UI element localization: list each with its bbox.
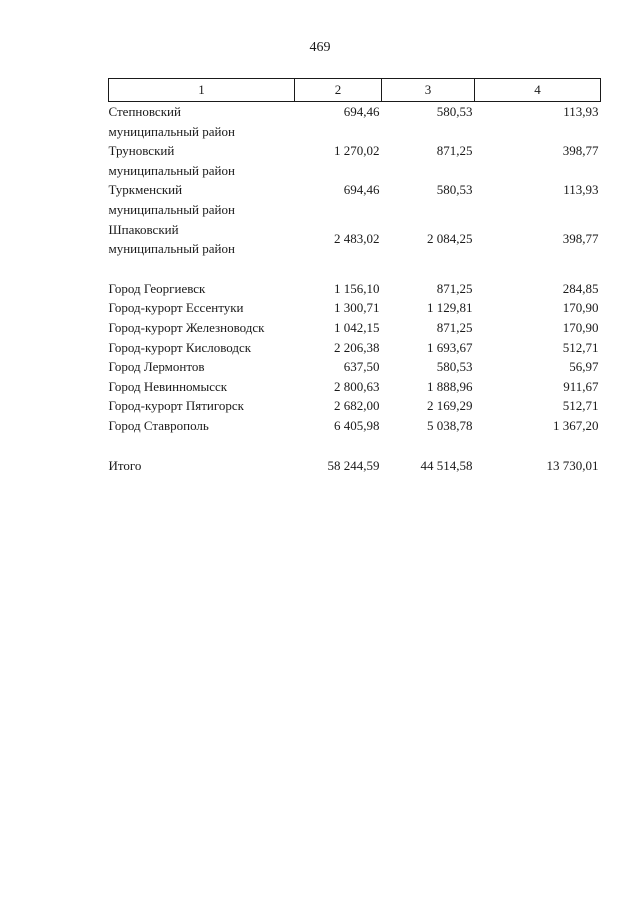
table-row: [109, 141, 601, 161]
row-value-col4: 398,77: [562, 143, 599, 159]
row-value-col2: 2 206,38: [334, 339, 380, 355]
row-value-col2: 637,50: [343, 359, 380, 375]
column-header-2: 2: [295, 79, 382, 102]
row-value-col4: 1 367,20: [553, 417, 599, 433]
row-name-line2: муниципальный район: [108, 241, 235, 257]
table-row-continuation: [109, 200, 601, 220]
table-row: [109, 102, 601, 122]
row-value-col3: 2 169,29: [427, 398, 473, 414]
row-value-col4: 911,67: [563, 378, 599, 394]
table-row: [109, 416, 601, 436]
row-name: Город Георгиевск: [108, 280, 206, 296]
row-value-col3: 580,53: [436, 104, 473, 119]
row-name-line1: Шпаковский: [108, 221, 179, 237]
row-value-col3: 1 888,96: [427, 378, 473, 394]
row-value-col4: 512,71: [562, 339, 599, 355]
row-value-col2: 1 270,02: [334, 143, 380, 159]
row-value-col4: 113,93: [563, 104, 599, 119]
row-value-col2: 2 682,00: [334, 398, 380, 414]
table-row-continuation: [109, 122, 601, 142]
row-name-line2: муниципальный район: [108, 162, 235, 178]
row-value-col4: 398,77: [562, 231, 599, 247]
row-name-line2: муниципальный район: [108, 123, 235, 139]
row-value-col2: 2 483,02: [334, 231, 380, 247]
table-header-row: [109, 79, 601, 102]
table-row: [109, 298, 601, 318]
total-row: [109, 456, 601, 476]
row-name: Город Невинномысск: [108, 378, 228, 394]
row-name: Город-курорт Кисловодск: [108, 339, 252, 355]
row-value-col4: 170,90: [562, 319, 599, 335]
table-row: [109, 279, 601, 299]
row-value-col3: 580,53: [436, 359, 473, 375]
table-row: [109, 220, 601, 240]
row-value-col3: 871,25: [436, 280, 473, 296]
row-name: Город Лермонтов: [108, 359, 205, 375]
allocation-table: [108, 78, 601, 475]
row-name: Город Ставрополь: [108, 417, 209, 433]
table-row: [109, 357, 601, 377]
row-value-col3: 871,25: [436, 319, 473, 335]
row-name-line1: Степновский: [108, 104, 181, 119]
section-spacer: [109, 436, 601, 456]
row-value-col2: 2 800,63: [334, 378, 380, 394]
row-name-line1: Труновский: [108, 143, 175, 159]
page-number: 469: [309, 40, 331, 55]
table-row: [109, 338, 601, 358]
row-value-col3: 1 693,67: [427, 339, 473, 355]
table-row: [109, 377, 601, 397]
row-value-col3: 2 084,25: [427, 231, 473, 247]
row-value-col2: 694,46: [343, 104, 380, 119]
row-name-line2: муниципальный район: [108, 201, 235, 217]
row-value-col4: 113,93: [563, 182, 599, 198]
section-spacer: [109, 259, 601, 279]
table-row: [109, 318, 601, 338]
row-value-col2: 1 300,71: [334, 300, 380, 316]
row-value-col4: 512,71: [562, 398, 599, 414]
row-value-col4: 170,90: [562, 300, 599, 316]
row-value-col4: 56,97: [569, 359, 599, 375]
table-row-continuation: [109, 161, 601, 181]
column-header-3: 3: [382, 79, 475, 102]
row-value-col4: 284,85: [562, 280, 599, 296]
row-value-col2: 6 405,98: [334, 417, 380, 433]
total-value-col4: 13 730,01: [546, 457, 599, 473]
total-value-col2: 58 244,59: [327, 457, 380, 473]
row-name: Город-курорт Железноводск: [108, 319, 265, 335]
row-name-line1: Туркменский: [108, 182, 183, 198]
total-label: Итого: [108, 457, 142, 473]
row-value-col3: 871,25: [436, 143, 473, 159]
row-value-col3: 580,53: [436, 182, 473, 198]
row-value-col2: 1 156,10: [334, 280, 380, 296]
table-row: [109, 180, 601, 200]
row-name: Город-курорт Пятигорск: [108, 398, 244, 414]
row-value-col2: 1 042,15: [334, 319, 380, 335]
row-value-col3: 5 038,78: [427, 417, 473, 433]
row-value-col3: 1 129,81: [427, 300, 473, 316]
total-value-col3: 44 514,58: [420, 457, 473, 473]
row-value-col2: 694,46: [343, 182, 380, 198]
column-header-4: 4: [475, 79, 601, 102]
table-row: [109, 396, 601, 416]
row-name: Город-курорт Ессентуки: [108, 300, 244, 316]
column-header-1: 1: [109, 79, 295, 102]
